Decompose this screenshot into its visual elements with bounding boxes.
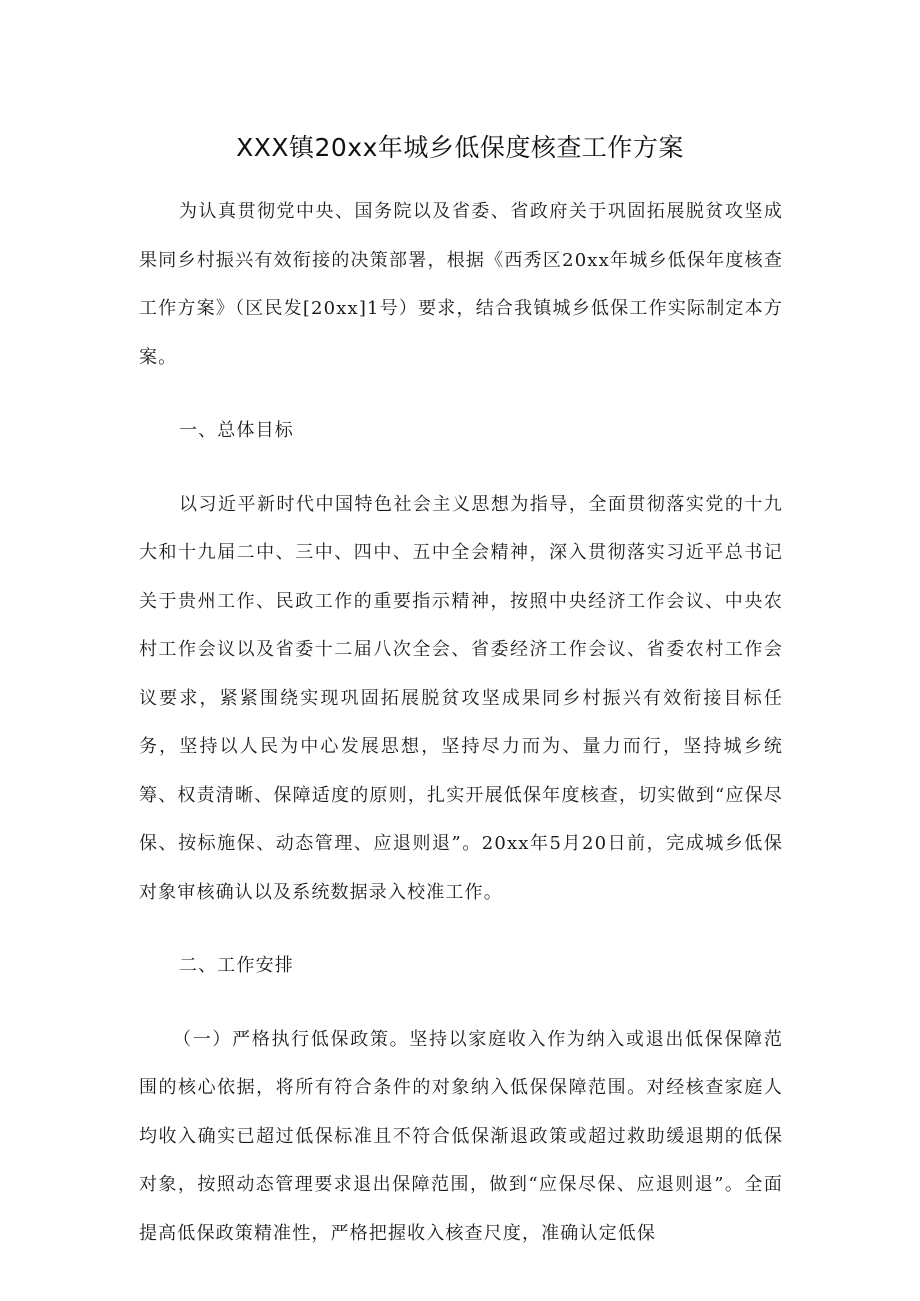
- section-1-body: 以习近平新时代中国特色社会主义思想为指导，全面贯彻落实党的十九大和十九届二中、三中、四中、五中全会精神，深入贯彻落实习近平总书记关于贵州工作、民政工作的重要指示精神，按照中央经济工作会议、中央农村工作会议以及省委十二届八次全会、省委经济工作会议、省委农村工作会议要求，紧紧围绕实现巩固拓展脱贫攻坚成果同乡村振兴有效衔接目标任务，坚持以人民为中心发展思想，坚持尽力而为、量力而行，坚持城乡统筹、权责清晰、保障适度的原则，扎实开展低保年度核查，切实做到“应保尽保、按标施保、动态管理、应退则退”。20xx年5月20日前，完成城乡低保对象审核确认以及系统数据录入校准工作。: [139, 493, 783, 903]
- paragraph-gap: [139, 917, 783, 942]
- paragraph-gap: [139, 456, 783, 481]
- document-title: XXX镇20xx年城乡低保度核查工作方案: [236, 133, 684, 162]
- section-2-heading: 二、工作安排: [179, 955, 294, 976]
- paragraph-gap: [139, 382, 783, 407]
- intro-paragraph: 为认真贯彻党中央、国务院以及省委、省政府关于巩固拓展脱贫攻坚成果同乡村振兴有效衔接的决策部署，根据《西秀区20xx年城乡低保年度核查工作方案》（区民发[20xx]1号）要求，结合我镇城乡低保工作实际制定本方案。: [139, 201, 783, 368]
- section-1-heading: 一、总体目标: [179, 420, 294, 441]
- section-2-item-1: （一）严格执行低保政策。坚持以家庭收入作为纳入或退出低保保障范围的核心依据，将所有符合条件的对象纳入低保保障范围。对经核查家庭人均收入确实已超过低保标准且不符合低保渐退政策或超过救助缓退期的低保对象，按照动态管理要求退出保障范围，做到“应保尽保、应退则退”。全面提高低保政策精准性，严格把握收入核查尺度，准确认定低保: [139, 1028, 783, 1244]
- paragraph-gap: [139, 991, 783, 1016]
- document-body: [139, 188, 783, 1258]
